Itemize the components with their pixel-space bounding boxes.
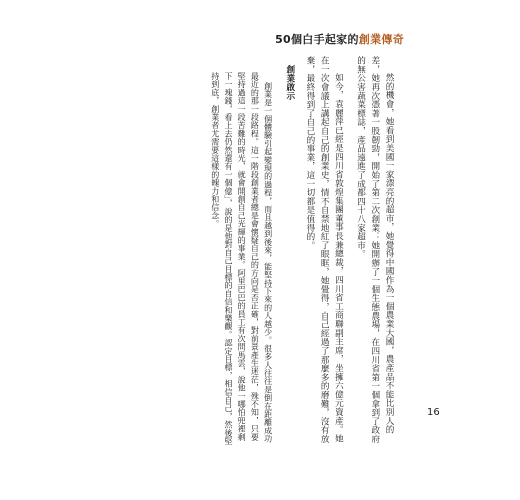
- vertical-text-body: [124, 56, 396, 448]
- section-heading: 創業啟示: [284, 64, 295, 100]
- running-header: [275, 31, 404, 47]
- page-number: 16: [427, 407, 440, 418]
- body-paragraph-2: 如今，袁麗萍已經是四川省敦煌集團董事長兼總裁，四川省工商聯副主席，坐擁六億元資產。她在一次會議上講起自己的創業史，情不自禁地紅了眼眶，她覺得，自己經過了那麼多的磨難，沒有放棄，最終得到了自己的事業，這一切都是值得的。: [304, 56, 344, 444]
- book-title-highlight: 創業傳奇: [358, 33, 404, 46]
- body-paragraph-1: 然的機會，她看到美國一家漂亮的超市，她覺得中國作為一個農業大國，農產品不能比別人的差，她再次憑著一股韌勁，開始了第二次創業：她開辦了一個生態農場，在四川省第一個拿到了政府的無公害蔬菜標誌，產品遠進了成都四十八家超市。: [355, 56, 394, 444]
- insight-paragraph: 創業是一個體驗引起變現的過程，而且越到後來，能堅持下來的人越少。很多人往往是倒在距離成功最近的那一段路程。這一階段創業者總是會懷疑自己的方向是否正確，對前景產生迷茫，殊不知，只要堅持過這一段苦難的時光，就會開創自己光輝的事業。阿里巴巴的員工有次問馬雲，說他一哪怕兜裡剩下一塊錢，看上去仍然還有一個億」，說的是他對自己目標的自信和樂觀。認定目標，相信自己，然後堅持到底，創業者尤需要這樣的魄力和信念。: [210, 72, 273, 446]
- book-title: 50個白手起家的: [275, 33, 359, 46]
